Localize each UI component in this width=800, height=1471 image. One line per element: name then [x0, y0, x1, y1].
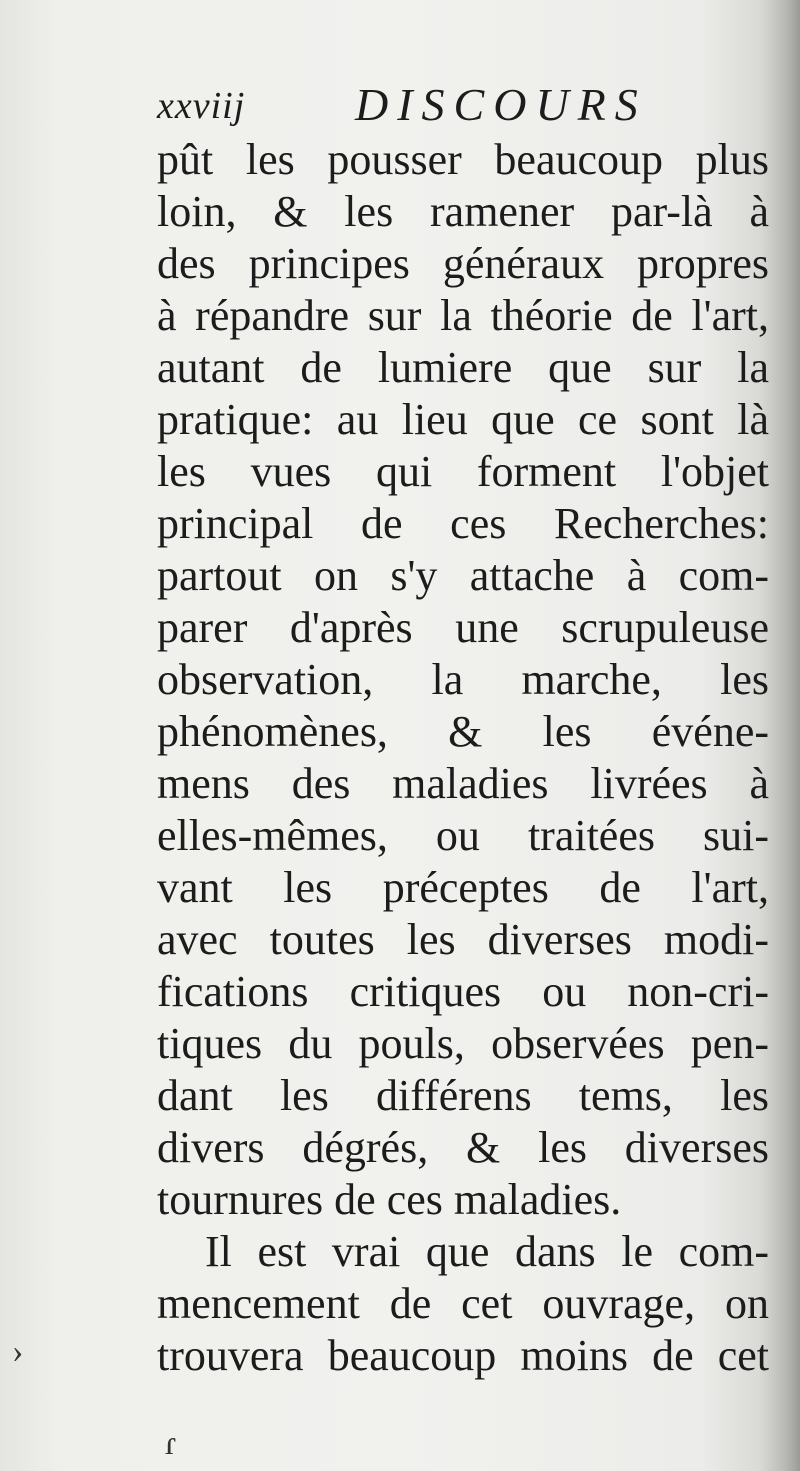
text-line: mens des maladies livrées à: [157, 759, 769, 808]
text-line: principal de ces Recherches:: [157, 499, 769, 548]
text-line: dant les différens tems, les: [157, 1071, 769, 1120]
margin-mark: ›: [12, 1333, 24, 1370]
body-text: [157, 134, 769, 1382]
text-line: fications critiques ou non-cri-: [157, 967, 769, 1016]
text-line: partout on s'y attache à com-: [157, 551, 769, 600]
paragraph-first-line: Il est vrai que dans le com-: [205, 1227, 769, 1276]
text-line: pratique: au lieu que ce sont là: [157, 395, 769, 444]
text-line: des principes généraux propres: [157, 239, 769, 288]
text-line: elles-mêmes, ou traitées sui-: [157, 811, 769, 860]
text-line: phénomènes, & les événe-: [157, 707, 769, 756]
text-line: divers dégrés, & les diverses: [157, 1123, 769, 1172]
text-line: observation, la marche, les: [157, 655, 769, 704]
running-title: DISCOURS: [355, 79, 647, 130]
text-line: avec toutes les diverses modi-: [157, 915, 769, 964]
text-line: loin, & les ramener par-là à: [157, 187, 769, 236]
text-line: trouvera beaucoup moins de cet: [157, 1331, 769, 1380]
margin-mark: ɾ: [165, 1425, 177, 1462]
page-number: xxviij: [157, 85, 246, 127]
text-line: pût les pousser beaucoup plus: [157, 135, 769, 184]
text-line: vant les préceptes de l'art,: [157, 863, 769, 912]
text-line: à répandre sur la théorie de l'art,: [157, 291, 769, 340]
running-head: [157, 78, 767, 130]
text-line: les vues qui forment l'objet: [157, 447, 769, 496]
text-line: autant de lumiere que sur la: [157, 343, 769, 392]
text-line: tournures de ces maladies.: [157, 1175, 622, 1224]
text-line: mencement de cet ouvrage, on: [157, 1279, 769, 1328]
text-line: tiques du pouls, observées pen-: [157, 1019, 769, 1068]
text-line: parer d'après une scrupuleuse: [157, 603, 769, 652]
